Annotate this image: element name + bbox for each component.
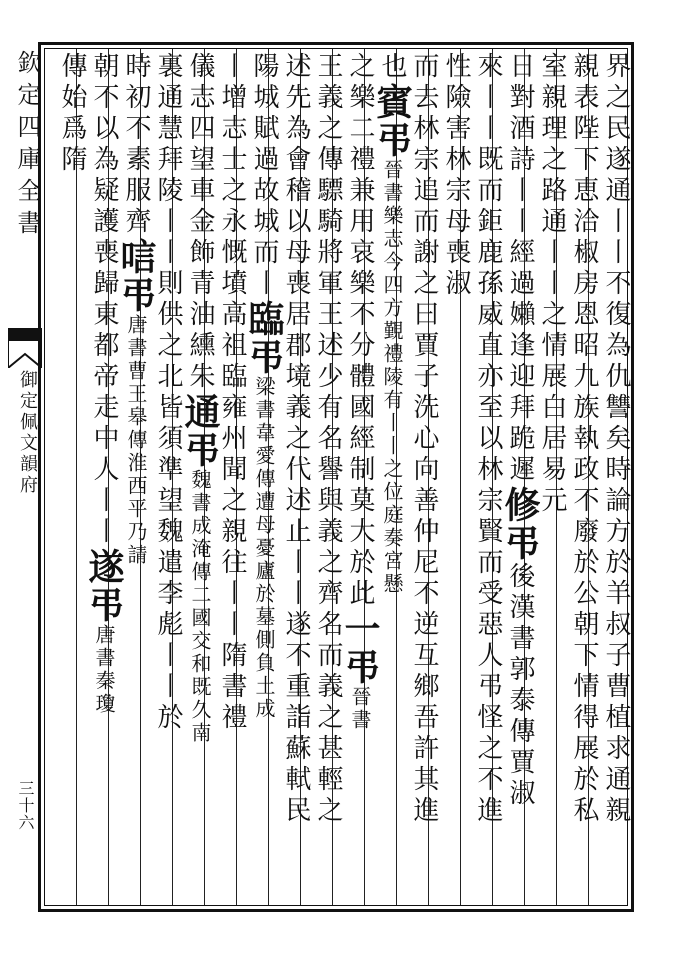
body-text: 日對酒詩丨丨經過嬾逢迎拜跪遲 [505, 52, 535, 486]
body-text: 親表陛下恵洽椒房恩昭九族執政不廢於公朝下情得展於私 [569, 52, 599, 827]
body-text: 墳高祖臨雍州聞之親往丨丨隋書禮 [217, 269, 247, 734]
body-text: 室親理之路通丨丨之情展白居易元 [537, 52, 567, 517]
column-rule [76, 49, 77, 905]
body-text: 來丨丨既而鉅鹿孫威直亦至以林宗賢而受惡人弔怪之不進 [473, 52, 503, 827]
body-text: 護喪歸東都帝走中人丨丨 [89, 207, 119, 548]
text-column [536, 52, 568, 517]
text-column [600, 52, 632, 827]
headword: 一弔 [339, 610, 381, 686]
body-text: 王義之傳驃騎將軍王述少有名譽與義之齊名而義之甚輕之 [313, 52, 343, 827]
annotation-text: 唐書曹王皋傳淮西平乃請 [124, 314, 148, 567]
text-column [568, 52, 600, 827]
text-column [152, 52, 184, 734]
text-column [115, 52, 157, 567]
body-text: 儀志四望車金飾青油纁朱 [185, 52, 215, 393]
headword: 通弔 [179, 393, 221, 469]
body-text: 傳始爲隋 [57, 52, 87, 176]
body-text: 也 [377, 52, 407, 83]
body-text: 北皆須準望魏遣李彪丨丨於 [153, 362, 183, 734]
text-column [499, 52, 541, 810]
body-text: 述先為會稽以母喪居郡境義之代述止丨丨遂不重詣蘇軾民 [281, 52, 311, 827]
annotation-text: 晉書 [348, 686, 372, 732]
margin-book-title: 御定佩文韻府 [17, 370, 38, 496]
annotation-text: 梁書韋愛傳遭母憂廬於墓側負土成 [252, 376, 276, 721]
annotation-text: 魏書成淹傳二國交和既久南 [188, 469, 212, 745]
body-text: 朝不以為疑 [89, 52, 119, 207]
body-text: 後漢書郭泰傳賈淑 [505, 562, 535, 810]
text-column [371, 52, 413, 596]
text-column [83, 52, 125, 716]
margin-series-title: 欽定四庫全書 [13, 50, 41, 242]
headword: 修弔 [499, 486, 541, 562]
annotation-text: 晉書樂志今四方覲禮陵有丨丨之位庭奏宮懸 [380, 159, 404, 596]
page-number: 三十六 [16, 780, 35, 831]
annotation-text: 唐書秦瓊 [92, 624, 116, 716]
text-column [408, 52, 440, 827]
text-column [179, 52, 221, 745]
text-column [312, 52, 344, 827]
headword: 唁弔 [115, 238, 157, 314]
text-column [56, 52, 88, 176]
headword: 賓弔 [371, 83, 413, 159]
body-text: 裏通慧拜陵丨丨則供之 [153, 52, 183, 362]
text-column [280, 52, 312, 827]
body-text: 時初不素服齊 [121, 52, 151, 238]
body-text: 性險害林宗母喪淑 [441, 52, 471, 300]
body-text: 界之民遂通丨丨不復為仇讐矣時論方於羊叔子曹植求通親 [601, 52, 631, 827]
text-column [472, 52, 504, 827]
body-text: 丨增志士之永慨 [217, 52, 247, 269]
text-column [243, 52, 285, 721]
headword: 臨弔 [243, 300, 285, 376]
text-column [339, 52, 381, 732]
body-text: 而去林宗追而謝之曰賈子洗心向善仲尼不逆互鄉吾許其進 [409, 52, 439, 827]
body-text: 之樂二禮兼用哀樂不分體國經制莫大於此 [345, 52, 375, 610]
fishtail-mark-icon [8, 328, 42, 368]
body-text: 陽城賦過故城而丨 [249, 52, 279, 300]
text-column [440, 52, 472, 300]
margin-band [4, 40, 41, 914]
headword: 遂弔 [83, 548, 125, 624]
